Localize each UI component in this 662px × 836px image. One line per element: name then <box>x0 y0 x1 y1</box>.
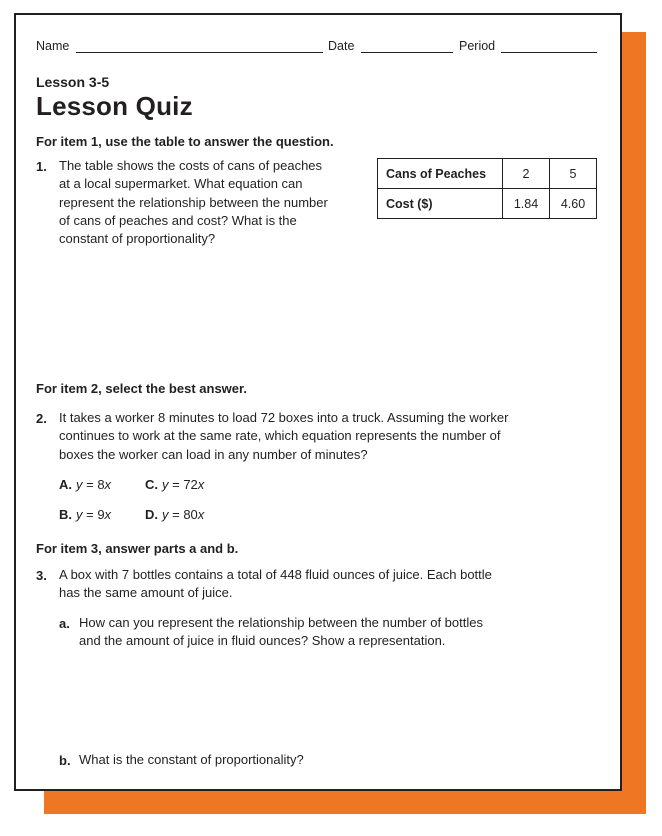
quiz-page <box>14 13 622 791</box>
part-b-letter: b. <box>59 753 71 768</box>
item3-number: 3. <box>36 568 47 583</box>
table-row <box>378 159 597 189</box>
peaches-table <box>377 158 597 219</box>
part-a-letter: a. <box>59 616 70 631</box>
table-cell: 2 <box>503 159 550 189</box>
item3-instruction: For item 3, answer parts a and b. <box>36 541 239 556</box>
item3-line: A box with 7 bottles contains a total of 448 fluid ounces of juice. Each bottle <box>59 567 492 582</box>
table-header-cans: Cans of Peaches <box>378 159 503 189</box>
date-field[interactable] <box>361 52 453 53</box>
item1-line: The table shows the costs of cans of peaches <box>59 158 323 173</box>
item3-question <box>59 566 609 603</box>
part-a-line: How can you represent the relationship between the number of bottles <box>79 615 483 630</box>
period-label: Period <box>459 39 496 53</box>
option-b[interactable]: B. y = 9x <box>59 507 112 522</box>
item3-line: has the same amount of juice. <box>59 585 233 601</box>
part-a-line: and the amount of juice in fluid ounces? Show a representation. <box>79 633 446 649</box>
part-b-question: What is the constant of proportionality? <box>79 752 304 767</box>
item1-instruction: For item 1, use the table to answer the question. <box>36 134 334 149</box>
item1-question <box>59 157 369 248</box>
lesson-number: Lesson 3-5 <box>36 74 110 90</box>
option-d[interactable]: D. y = 80x <box>145 507 205 522</box>
item2-line: boxes the worker can load in any number of minutes? <box>59 446 368 462</box>
date-label: Date <box>328 39 355 53</box>
table-cell: 1.84 <box>503 189 550 219</box>
table-header-cost: Cost ($) <box>378 189 503 219</box>
item2-instruction: For item 2, select the best answer. <box>36 381 247 396</box>
item1-line: constant of proportionality? <box>59 231 216 247</box>
name-label: Name <box>36 39 70 53</box>
item1-line: at a local supermarket. What equation can <box>59 176 303 192</box>
option-a[interactable]: A. y = 8x <box>59 477 112 492</box>
table-row <box>378 189 597 219</box>
item1-line: represent the relationship between the number <box>59 194 328 210</box>
period-field[interactable] <box>501 52 597 53</box>
table-cell: 4.60 <box>550 189 597 219</box>
page-title: Lesson Quiz <box>36 91 193 121</box>
part-a-question <box>79 614 599 651</box>
name-field[interactable] <box>76 52 323 53</box>
item2-line: It takes a worker 8 minutes to load 72 boxes into a truck. Assuming the worker <box>59 410 509 425</box>
item1-line: of cans of peaches and cost? What is the <box>59 212 297 228</box>
item2-question <box>59 409 609 464</box>
item2-line: continues to work at the same rate, which equation represents the number of <box>59 428 501 444</box>
item2-number: 2. <box>36 411 47 426</box>
item1-number: 1. <box>36 159 47 174</box>
table-cell: 5 <box>550 159 597 189</box>
option-c[interactable]: C. y = 72x <box>145 477 205 492</box>
